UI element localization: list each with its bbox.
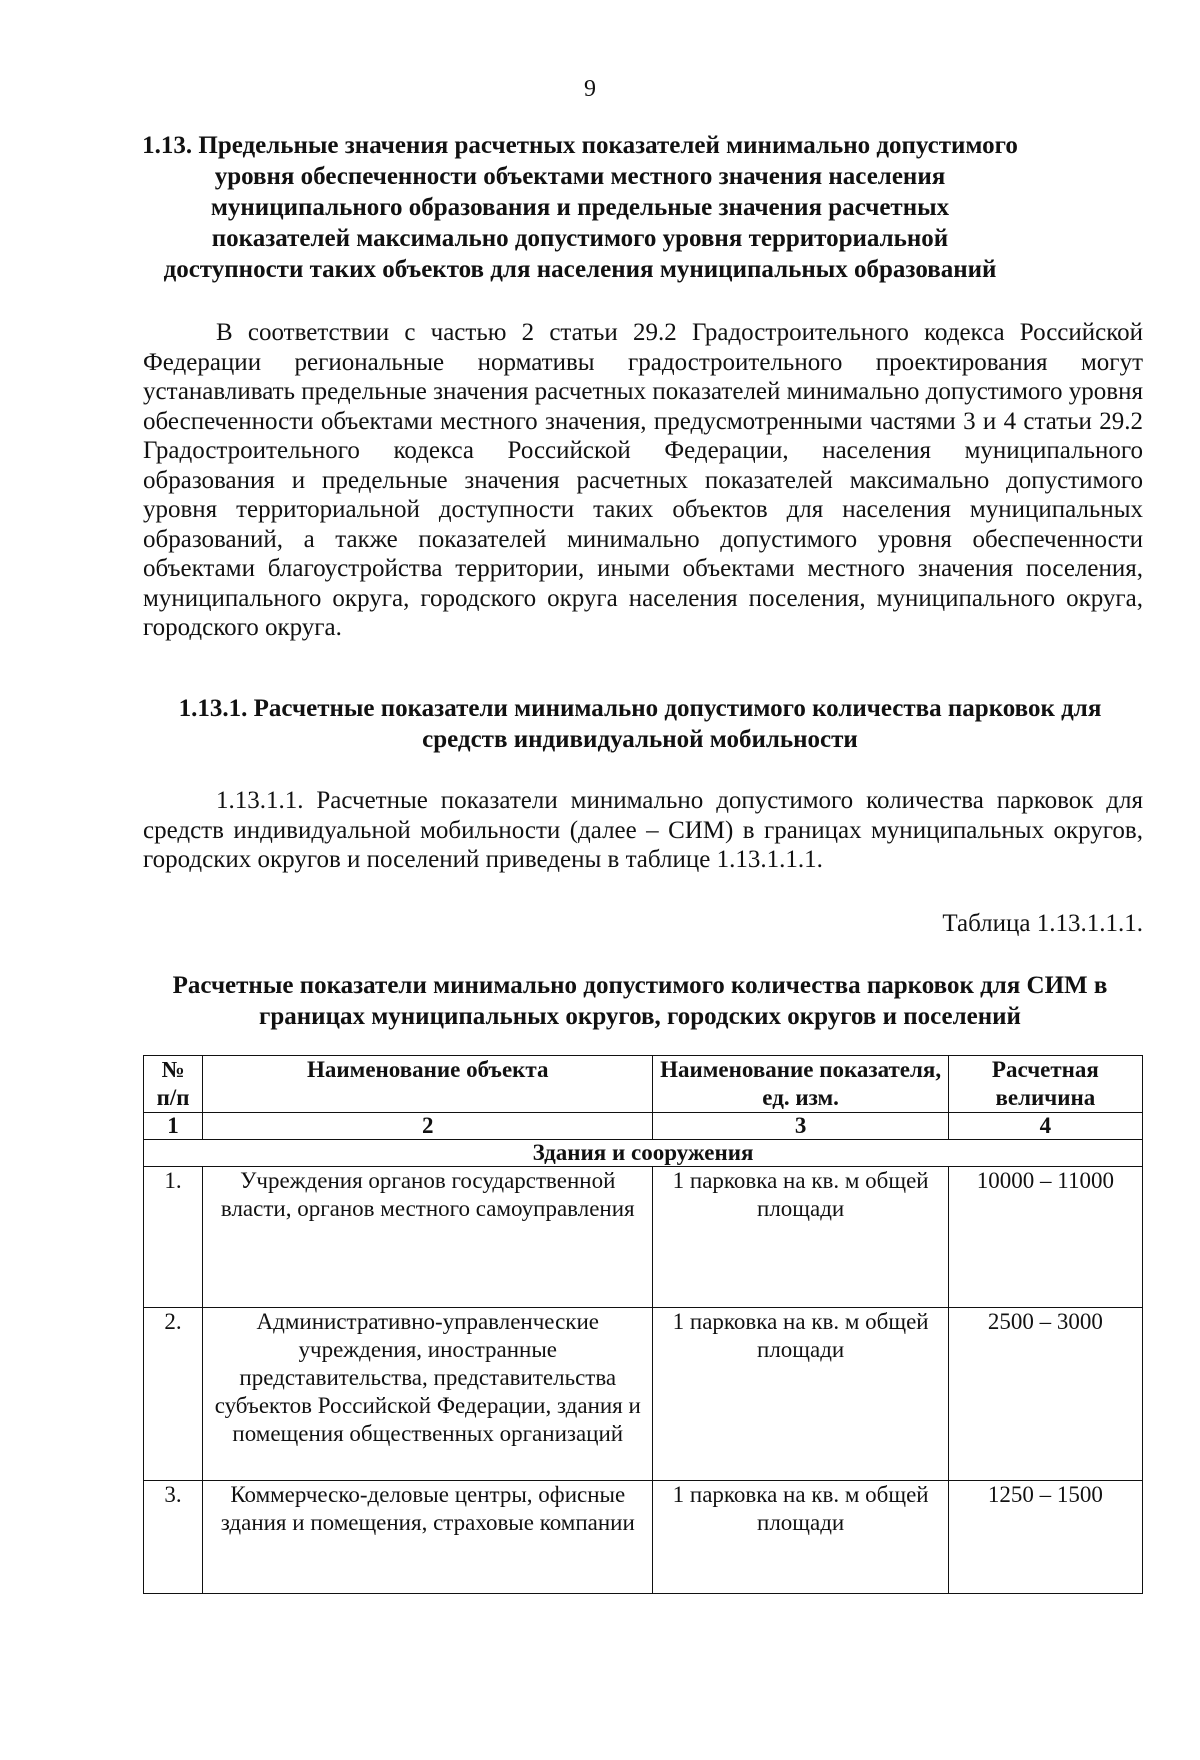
intro-paragraph: В соответствии с частью 2 статьи 29.2 Градостроительного кодекса Российской Федерации региональные нормативы градостроительного проектирования могут устанавливать предельные значения расчетных показателей минимально допустимого уровня обеспеченности объектами местного значения, предусмотренными частями 3 и 4 статьи 29.2 Градостроительного кодекса Российской Федерации, населения муниципального образования и предельные значения расчетных показателей максимально допустимого уровня территориальной доступности таких объектов для населения муниципальных образований, а также показателей минимально допустимого уровня обеспеченности объектами благоустройства территории, иными объектами местного значения поселения, муниципального округа, городского округа населения поселения, муниципального округа, городского округа.	[143, 319, 1143, 641]
row-number: 2.	[144, 1308, 203, 1481]
group-row	[144, 1140, 1143, 1167]
column-number: 4	[948, 1113, 1142, 1140]
value: 1250 – 1500	[948, 1481, 1142, 1594]
header-indicator: Наименование показателя, ед. изм.	[653, 1056, 948, 1113]
object-name: Коммерческо-деловые центры, офисные здания и помещения, страховые компании	[203, 1481, 653, 1594]
column-number: 3	[653, 1113, 948, 1140]
value: 10000 – 11000	[948, 1167, 1142, 1308]
object-name: Учреждения органов государственной власти, органов местного самоуправления	[203, 1167, 653, 1308]
page-number: 9	[584, 76, 596, 102]
header-object-name: Наименование объекта	[203, 1056, 653, 1113]
table-row	[144, 1167, 1143, 1308]
indicator: 1 парковка на кв. м общей площади	[653, 1481, 948, 1594]
indicator: 1 парковка на кв. м общей площади	[653, 1308, 948, 1481]
row-number: 1.	[144, 1167, 203, 1308]
table-header-row	[144, 1056, 1143, 1113]
section-title: 1.13. Предельные значения расчетных показателей минимально допустимого уровня обеспеченности объектами местного значения населения муниципального образования и предельные значения расчетных показателей максимально допустимого уровня территориальной доступности таких объектов для населения муниципальных образований	[142, 132, 1018, 283]
value: 2500 – 3000	[948, 1308, 1142, 1481]
table-number: Таблица 1.13.1.1.1.	[942, 910, 1143, 937]
table-row	[144, 1308, 1143, 1481]
parking-norms-table	[143, 1055, 1143, 1594]
table-title: Расчетные показатели минимально допустимого количества парковок для СИМ в границах муниципальных округов, городских округов и поселений	[172, 972, 1108, 1030]
column-number: 1	[144, 1113, 203, 1140]
column-numbers-row	[144, 1113, 1143, 1140]
header-number: № п/п	[144, 1056, 203, 1113]
indicator: 1 парковка на кв. м общей площади	[653, 1167, 948, 1308]
table-row	[144, 1481, 1143, 1594]
subsection-title: 1.13.1. Расчетные показатели минимально допустимого количества парковок для средств индивидуальной мобильности	[178, 695, 1102, 753]
row-number: 3.	[144, 1481, 203, 1594]
column-number: 2	[203, 1113, 653, 1140]
header-value: Расчетная величина	[948, 1056, 1142, 1113]
object-name: Административно-управленческие учреждения, иностранные представительства, представительства субъектов Российской Федерации, здания и помещения общественных организаций	[203, 1308, 653, 1481]
subsection-paragraph: 1.13.1.1. Расчетные показатели минимально допустимого количества парковок для средств индивидуальной мобильности (далее – СИМ) в границах муниципальных округов, городских округов и поселений приведены в таблице 1.13.1.1.1.	[143, 787, 1143, 873]
group-label: Здания и сооружения	[144, 1140, 1143, 1167]
